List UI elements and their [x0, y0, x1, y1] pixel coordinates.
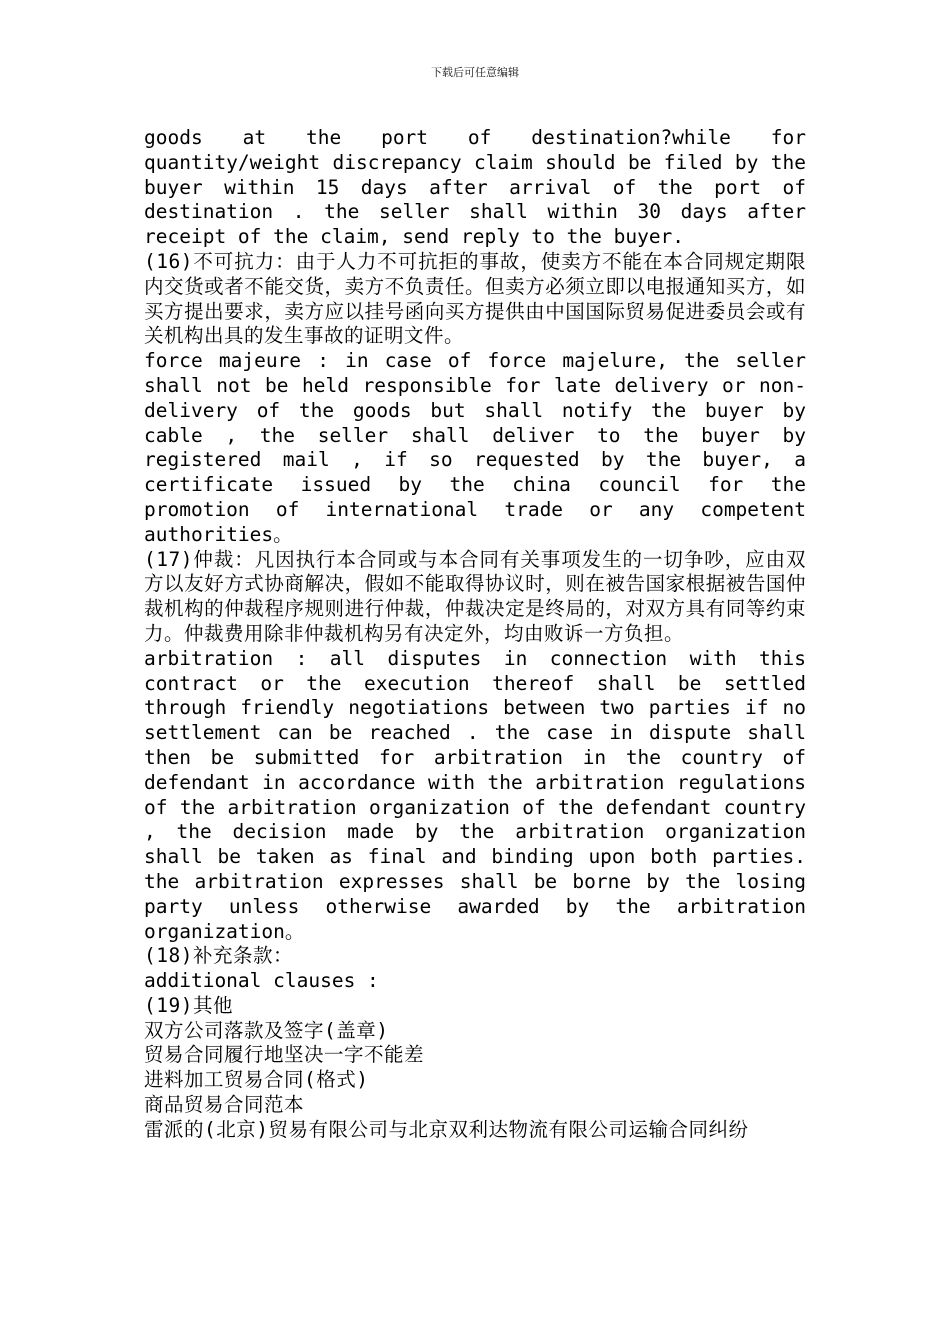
paragraph-force-majeure-english: force majeure : in case of force majelure, the seller shall not be held responsible for late delivery or non-delivery of the goods but shall notify the buyer by cable , the seller shall deliver to the buyer by registered mail , if so requested by the buyer, a certificate issued by the china council for the promotion of international trade or any competent authorities。: [144, 349, 806, 546]
document-body: [144, 126, 806, 1143]
paragraph-claim-english: goods at the port of destination?while for quantity/weight discrepancy claim should be filed by the buyer within 15 days after arrival of the port of destination . the seller shall within 30 days after receipt of the claim, send reply to the buyer.: [144, 126, 806, 249]
related-link-transport-dispute: 雷派的(北京)贸易有限公司与北京双利达物流有限公司运输合同纠纷: [144, 1117, 749, 1141]
paragraph-force-majeure-chinese: (16)不可抗力：由于人力不可抗拒的事故，使卖方不能在本合同规定期限内交货或者不能交货，卖方不负责任。但卖方必须立即以电报通知买方，如买方提出要求，卖方应以挂号函向买方提供由中国国际贸易促进委员会或有关机构出具的发生事故的证明文件。: [144, 249, 806, 348]
paragraph-additional-clauses-chinese: (18)补充条款：: [144, 944, 293, 968]
related-link-trade-contract-template: 商品贸易合同范本: [144, 1093, 305, 1117]
related-link-processing-contract: 进料加工贸易合同(格式): [144, 1068, 369, 1092]
related-link-signatures: 双方公司落款及签字(盖章): [144, 1018, 389, 1042]
paragraph-other: (19)其他: [144, 993, 233, 1017]
page-header-note: 下载后可任意编辑: [431, 66, 519, 79]
paragraph-additional-clauses-english: additional clauses :: [144, 969, 379, 993]
paragraph-arbitration-chinese: (17)仲裁：凡因执行本合同或与本合同有关事项发生的一切争吵，应由双方以友好方式协商解决，假如不能取得协议时，则在被告国家根据被告国仲裁机构的仲裁程序规则进行仲裁，仲裁决定是终局的，对双方具有同等约束力。仲裁费用除非仲裁机构另有决定外，均由败诉一方负担。: [144, 547, 806, 645]
related-link-performance-place: 贸易合同履行地坚决一字不能差: [144, 1043, 425, 1067]
paragraph-arbitration-english: arbitration : all disputes in connection with this contract or the execution thereof shall be settled through friendly negotiations between two parties if no settlement can be reached . the case in dispute shall then be submitted for arbitration in the country of defendant in accordance with the arbitration regulations of the arbitration organization of the defendant country , the decision made by the arbitration organization shall be taken as final and binding upon both parties. the arbitration expresses shall be borne by the losing party unless otherwise awarded by the arbitration organization。: [144, 646, 806, 943]
